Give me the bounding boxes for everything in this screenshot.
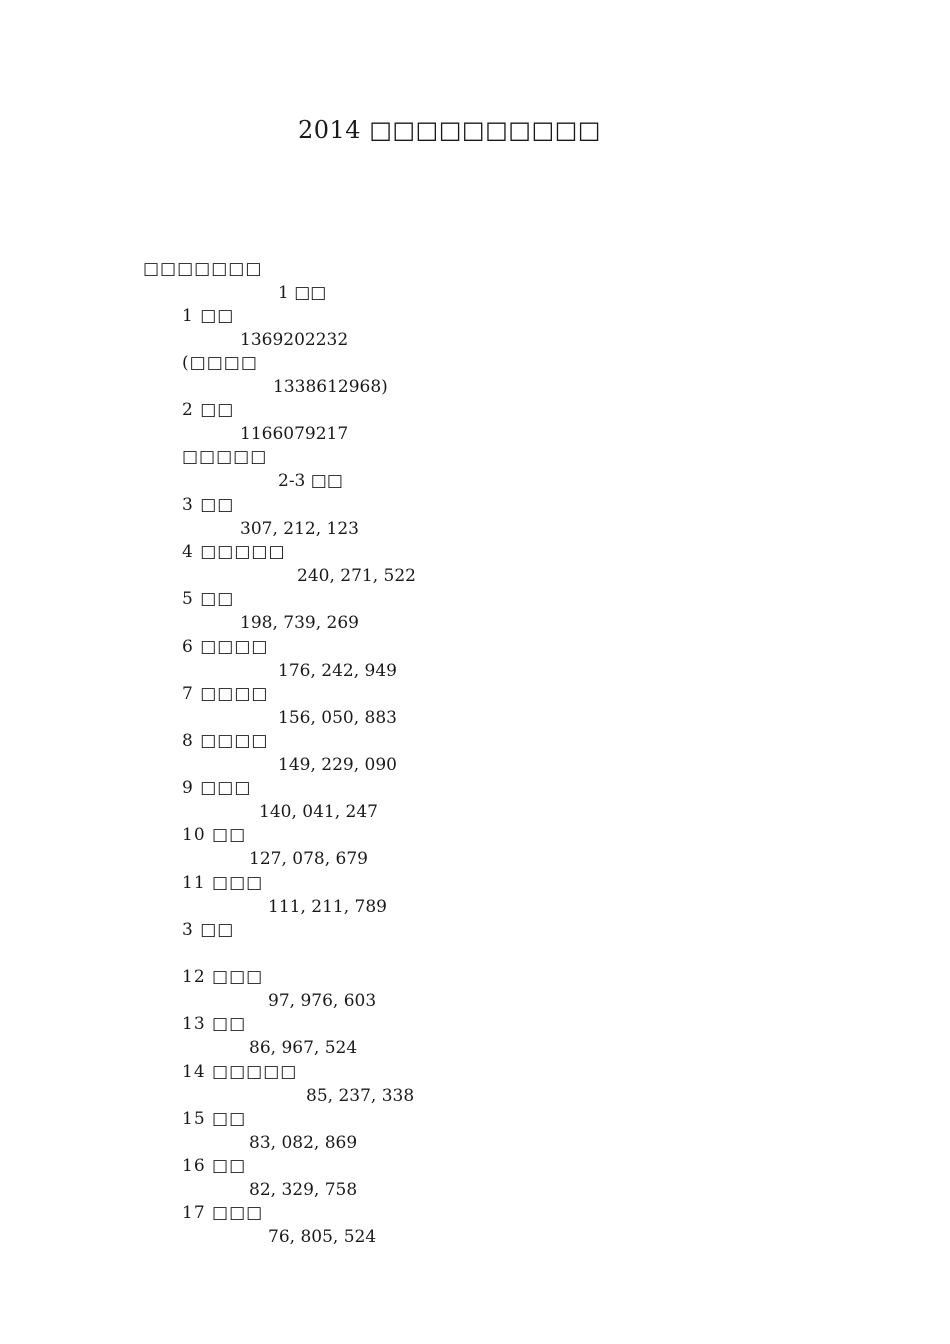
list-item-value: 176, 242, 949: [278, 661, 397, 681]
document-title: 2014 □□□□□□□□□□: [298, 116, 601, 144]
list-item-value: 97, 976, 603: [268, 991, 377, 1011]
list-item-label: 4 □□□□□: [182, 542, 286, 562]
list-item-label: 2 □□: [182, 400, 235, 420]
list-item-value: 86, 967, 524: [249, 1038, 358, 1058]
list-item: [182, 280, 349, 350]
list-item-value: 198, 739, 269: [240, 613, 359, 633]
list-item-label: 9 □□□: [182, 778, 252, 798]
list-item-value: 82, 329, 758: [249, 1180, 358, 1200]
list-item-value: 1369202232: [240, 330, 349, 350]
section-label: [182, 894, 235, 940]
list-item-label: 16 □□: [182, 1156, 247, 1176]
list-item-value: 1166079217: [240, 424, 349, 444]
list-item-label: 13 □□: [182, 1014, 247, 1034]
list-item-label: 8 □□□□: [182, 731, 269, 751]
list-item-label: 12 □□□: [182, 967, 264, 987]
header-label: □□□□□□□: [143, 259, 263, 279]
list-item-label: 14 □□□□□: [182, 1062, 298, 1082]
list-item: [182, 469, 359, 539]
list-item-label: 17 □□□: [182, 1203, 264, 1223]
section-label-text: 3 □□: [182, 920, 235, 940]
list-item-value: 111, 211, 789: [268, 897, 387, 917]
header-value: 1 □□: [278, 283, 327, 303]
list-item: [182, 1083, 358, 1153]
list-item-value: 240, 271, 522: [297, 566, 416, 586]
list-item-label: 11 □□□: [182, 873, 264, 893]
list-item-value: 156, 050, 883: [278, 708, 397, 728]
list-item-label: 1 □□: [182, 306, 235, 326]
header-line: [143, 233, 327, 303]
list-item-label: 10 □□: [182, 825, 247, 845]
list-item-value: 76, 805, 524: [268, 1227, 377, 1247]
list-item: [182, 941, 377, 1011]
list-item-value: 307, 212, 123: [240, 519, 359, 539]
list-item-label: 7 □□□□: [182, 684, 269, 704]
list-item-label: 6 □□□□: [182, 637, 269, 657]
list-item-value: 140, 041, 247: [259, 802, 378, 822]
list-item-value: 85, 237, 338: [306, 1086, 415, 1106]
list-item-value: 1338612968): [273, 377, 388, 397]
list-item-value: 127, 078, 679: [249, 849, 368, 869]
list-item-value: 149, 229, 090: [278, 755, 397, 775]
list-item-label: 5 □□: [182, 589, 235, 609]
list-item-label: 15 □□: [182, 1109, 247, 1129]
list-item-label: 3 □□: [182, 495, 235, 515]
list-item-label: □□□□□: [182, 447, 268, 467]
list-item-value: 2-3 □□: [278, 471, 343, 491]
list-item-value: 83, 082, 869: [249, 1133, 358, 1153]
list-item-label: (□□□□: [182, 353, 258, 373]
